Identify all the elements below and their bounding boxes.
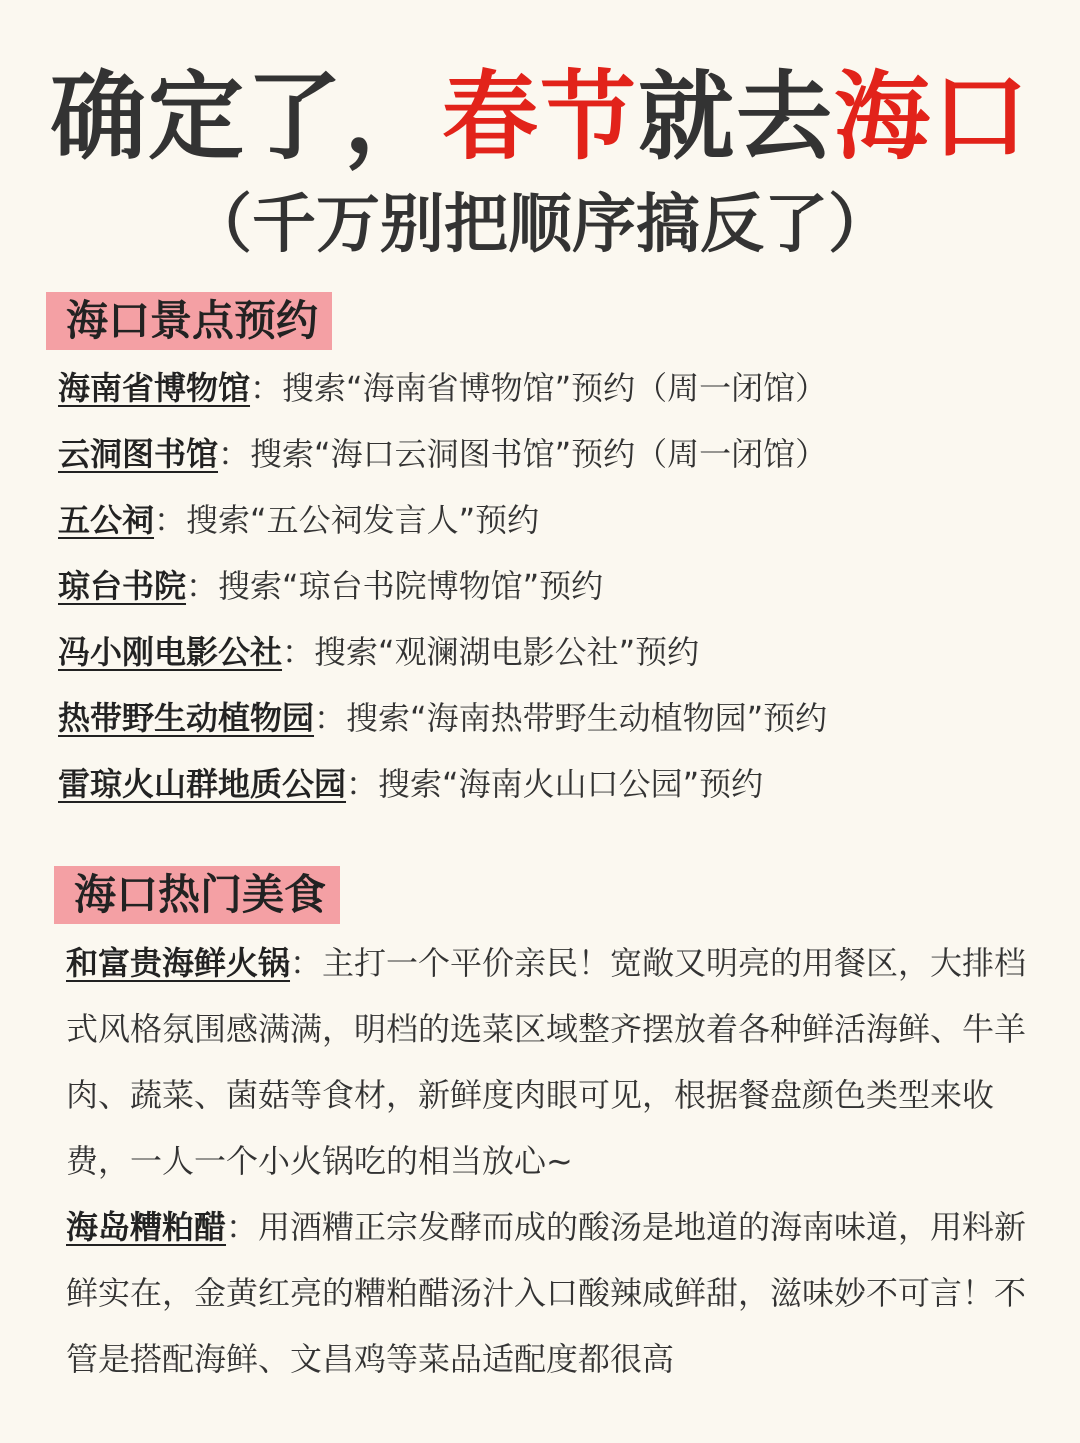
attraction-name: 五公祠 [58, 501, 155, 539]
attraction-item [58, 564, 603, 608]
attraction-desc: ：搜索“琼台书院博物馆”预约 [186, 567, 604, 605]
attraction-item [58, 630, 699, 674]
attraction-desc: ：搜索“五公祠发言人”预约 [154, 501, 540, 539]
attraction-desc: ：搜索“海南省博物馆”预约（周一闭馆） [250, 369, 828, 407]
page-title [0, 62, 1080, 172]
title-part-4: 海口 [834, 61, 1030, 173]
attraction-name: 冯小刚电影公社 [58, 633, 283, 671]
attraction-desc: ：搜索“海口云洞图书馆”预约（周一闭馆） [218, 435, 828, 473]
attraction-item [58, 696, 827, 740]
attraction-desc: ：搜索“观澜湖电影公社”预约 [282, 633, 700, 671]
section-heading-food: 海口热门美食 [54, 866, 340, 924]
food-name: 和富贵海鲜火锅 [66, 944, 291, 982]
page-subtitle: （千万别把顺序搞反了） [188, 188, 892, 262]
food-desc: ：用酒糟正宗发酵而成的酸汤是地道的海南味道，用料新鲜实在，金黄红亮的糟粕醋汤汁入口酸辣咸鲜甜，滋味妙不可言！不管是搭配海鲜、文昌鸡等菜品适配度都很高 [66, 1208, 1027, 1378]
section-heading-attractions: 海口景点预约 [46, 292, 332, 350]
attraction-name: 云洞图书馆 [58, 435, 219, 473]
title-part-3: 就去 [638, 61, 834, 173]
attraction-item [58, 432, 827, 476]
attraction-name: 海南省博物馆 [58, 369, 251, 407]
attraction-name: 琼台书院 [58, 567, 187, 605]
attraction-item [58, 366, 827, 410]
attraction-item [58, 762, 763, 806]
title-part-2: 春节 [442, 61, 638, 173]
attraction-name: 热带野生动植物园 [58, 699, 315, 737]
food-item [66, 1194, 1036, 1392]
attraction-desc: ：搜索“海南热带野生动植物园”预约 [314, 699, 828, 737]
attraction-item [58, 498, 539, 542]
attraction-name: 雷琼火山群地质公园 [58, 765, 347, 803]
food-item [66, 930, 1036, 1194]
title-part-1: 确定了， [50, 61, 442, 173]
food-desc: ：主打一个平价亲民！宽敞又明亮的用餐区，大排档式风格氛围感满满，明档的选菜区域整齐摆放着各种鲜活海鲜、牛羊肉、蔬菜、菌菇等食材，新鲜度肉眼可见，根据餐盘颜色类型来收费，一人一个小火锅吃的相当放心~ [66, 944, 1027, 1180]
attraction-desc: ：搜索“海南火山口公园”预约 [346, 765, 764, 803]
food-name: 海岛糟粕醋 [66, 1208, 227, 1246]
